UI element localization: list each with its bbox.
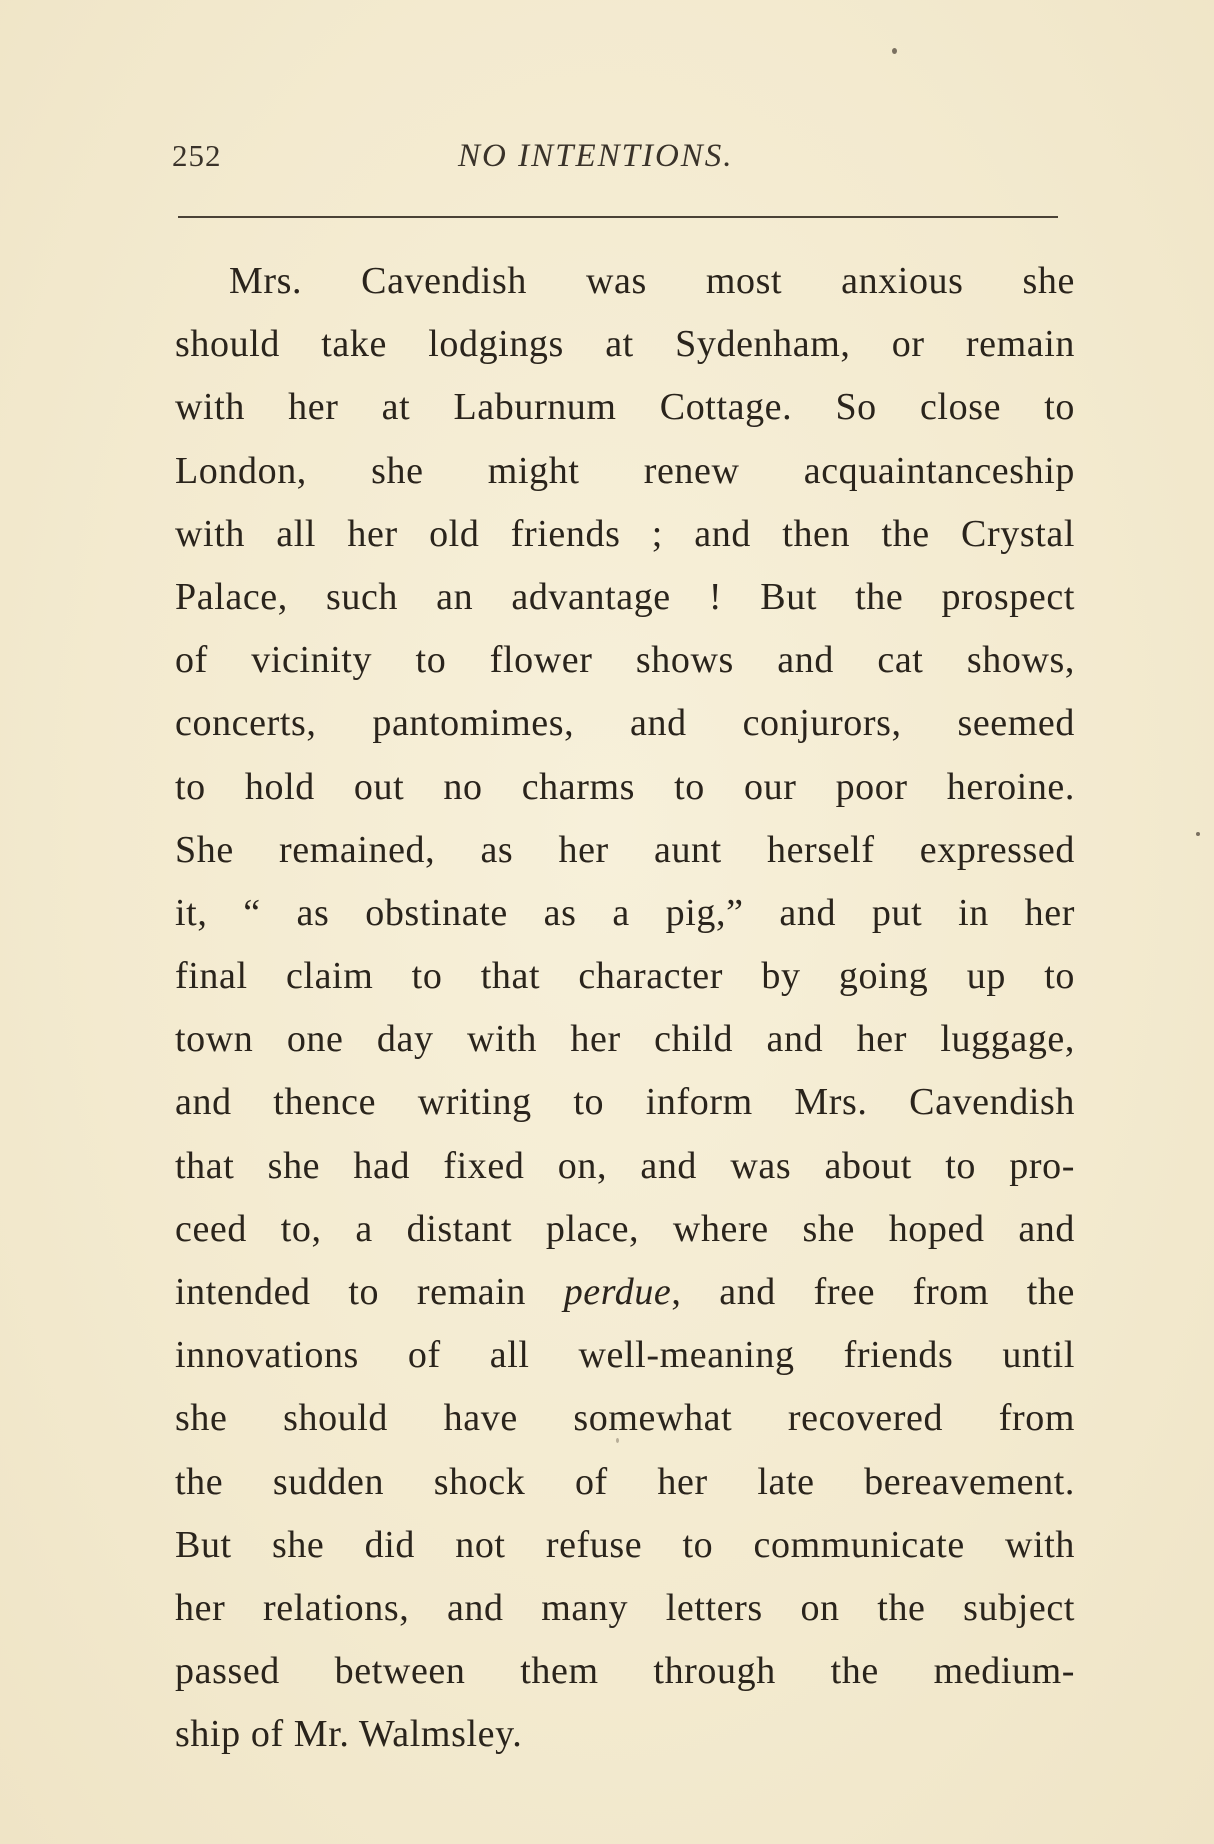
text-line: passed between them through the medium- [175, 1650, 1075, 1693]
page-number: 252 [172, 138, 222, 173]
italic-word: perdue [563, 1271, 672, 1313]
text-line: she should have somewhat recovered from [175, 1397, 1075, 1440]
text-line: ship of Mr. Walmsley. [175, 1713, 523, 1756]
header-rule [178, 216, 1058, 218]
text-line: it, “ as obstinate as a pig,” and put in her [175, 891, 1075, 934]
text-line: innovations of all well-meaning friends until [175, 1334, 1075, 1377]
text-line: Palace, such an advantage ! But the prospect [175, 575, 1075, 618]
text-line: She remained, as her aunt herself expressed [175, 828, 1075, 871]
text-line: should take lodgings at Sydenham, or remain [175, 323, 1075, 366]
text-line: with all her old friends ; and then the Crystal [175, 512, 1075, 555]
text-line: with her at Laburnum Cottage. So close to [175, 386, 1075, 429]
text-line: that she had fixed on, and was about to pro- [175, 1144, 1075, 1187]
text-line: of vicinity to flower shows and cat shows, [175, 639, 1075, 682]
paper-speck [892, 48, 897, 54]
page-header [172, 138, 1062, 188]
text-line: intended to remain perdue, and free from the [175, 1271, 1075, 1313]
text-line: her relations, and many letters on the subject [175, 1586, 1075, 1629]
running-head: NO INTENTIONS. [458, 138, 734, 174]
text-line: town one day with her child and her luggage, [175, 1018, 1075, 1061]
text-line: London, she might renew acquaintanceship [175, 449, 1075, 492]
text-line: ceed to, a distant place, where she hoped and [175, 1207, 1075, 1250]
text-line: and thence writing to inform Mrs. Cavendish [175, 1081, 1075, 1124]
body-text [175, 250, 1075, 1767]
text-line: Mrs. Cavendish was most anxious she [229, 260, 1075, 302]
paper-speck [1196, 832, 1200, 836]
text-line: to hold out no charms to our poor heroine. [175, 765, 1075, 808]
text-line: final claim to that character by going up to [175, 955, 1075, 998]
text-line: the sudden shock of her late bereavement. [175, 1460, 1075, 1503]
text-line: But she did not refuse to communicate with [175, 1523, 1075, 1566]
text-line: concerts, pantomimes, and conjurors, seemed [175, 702, 1075, 745]
